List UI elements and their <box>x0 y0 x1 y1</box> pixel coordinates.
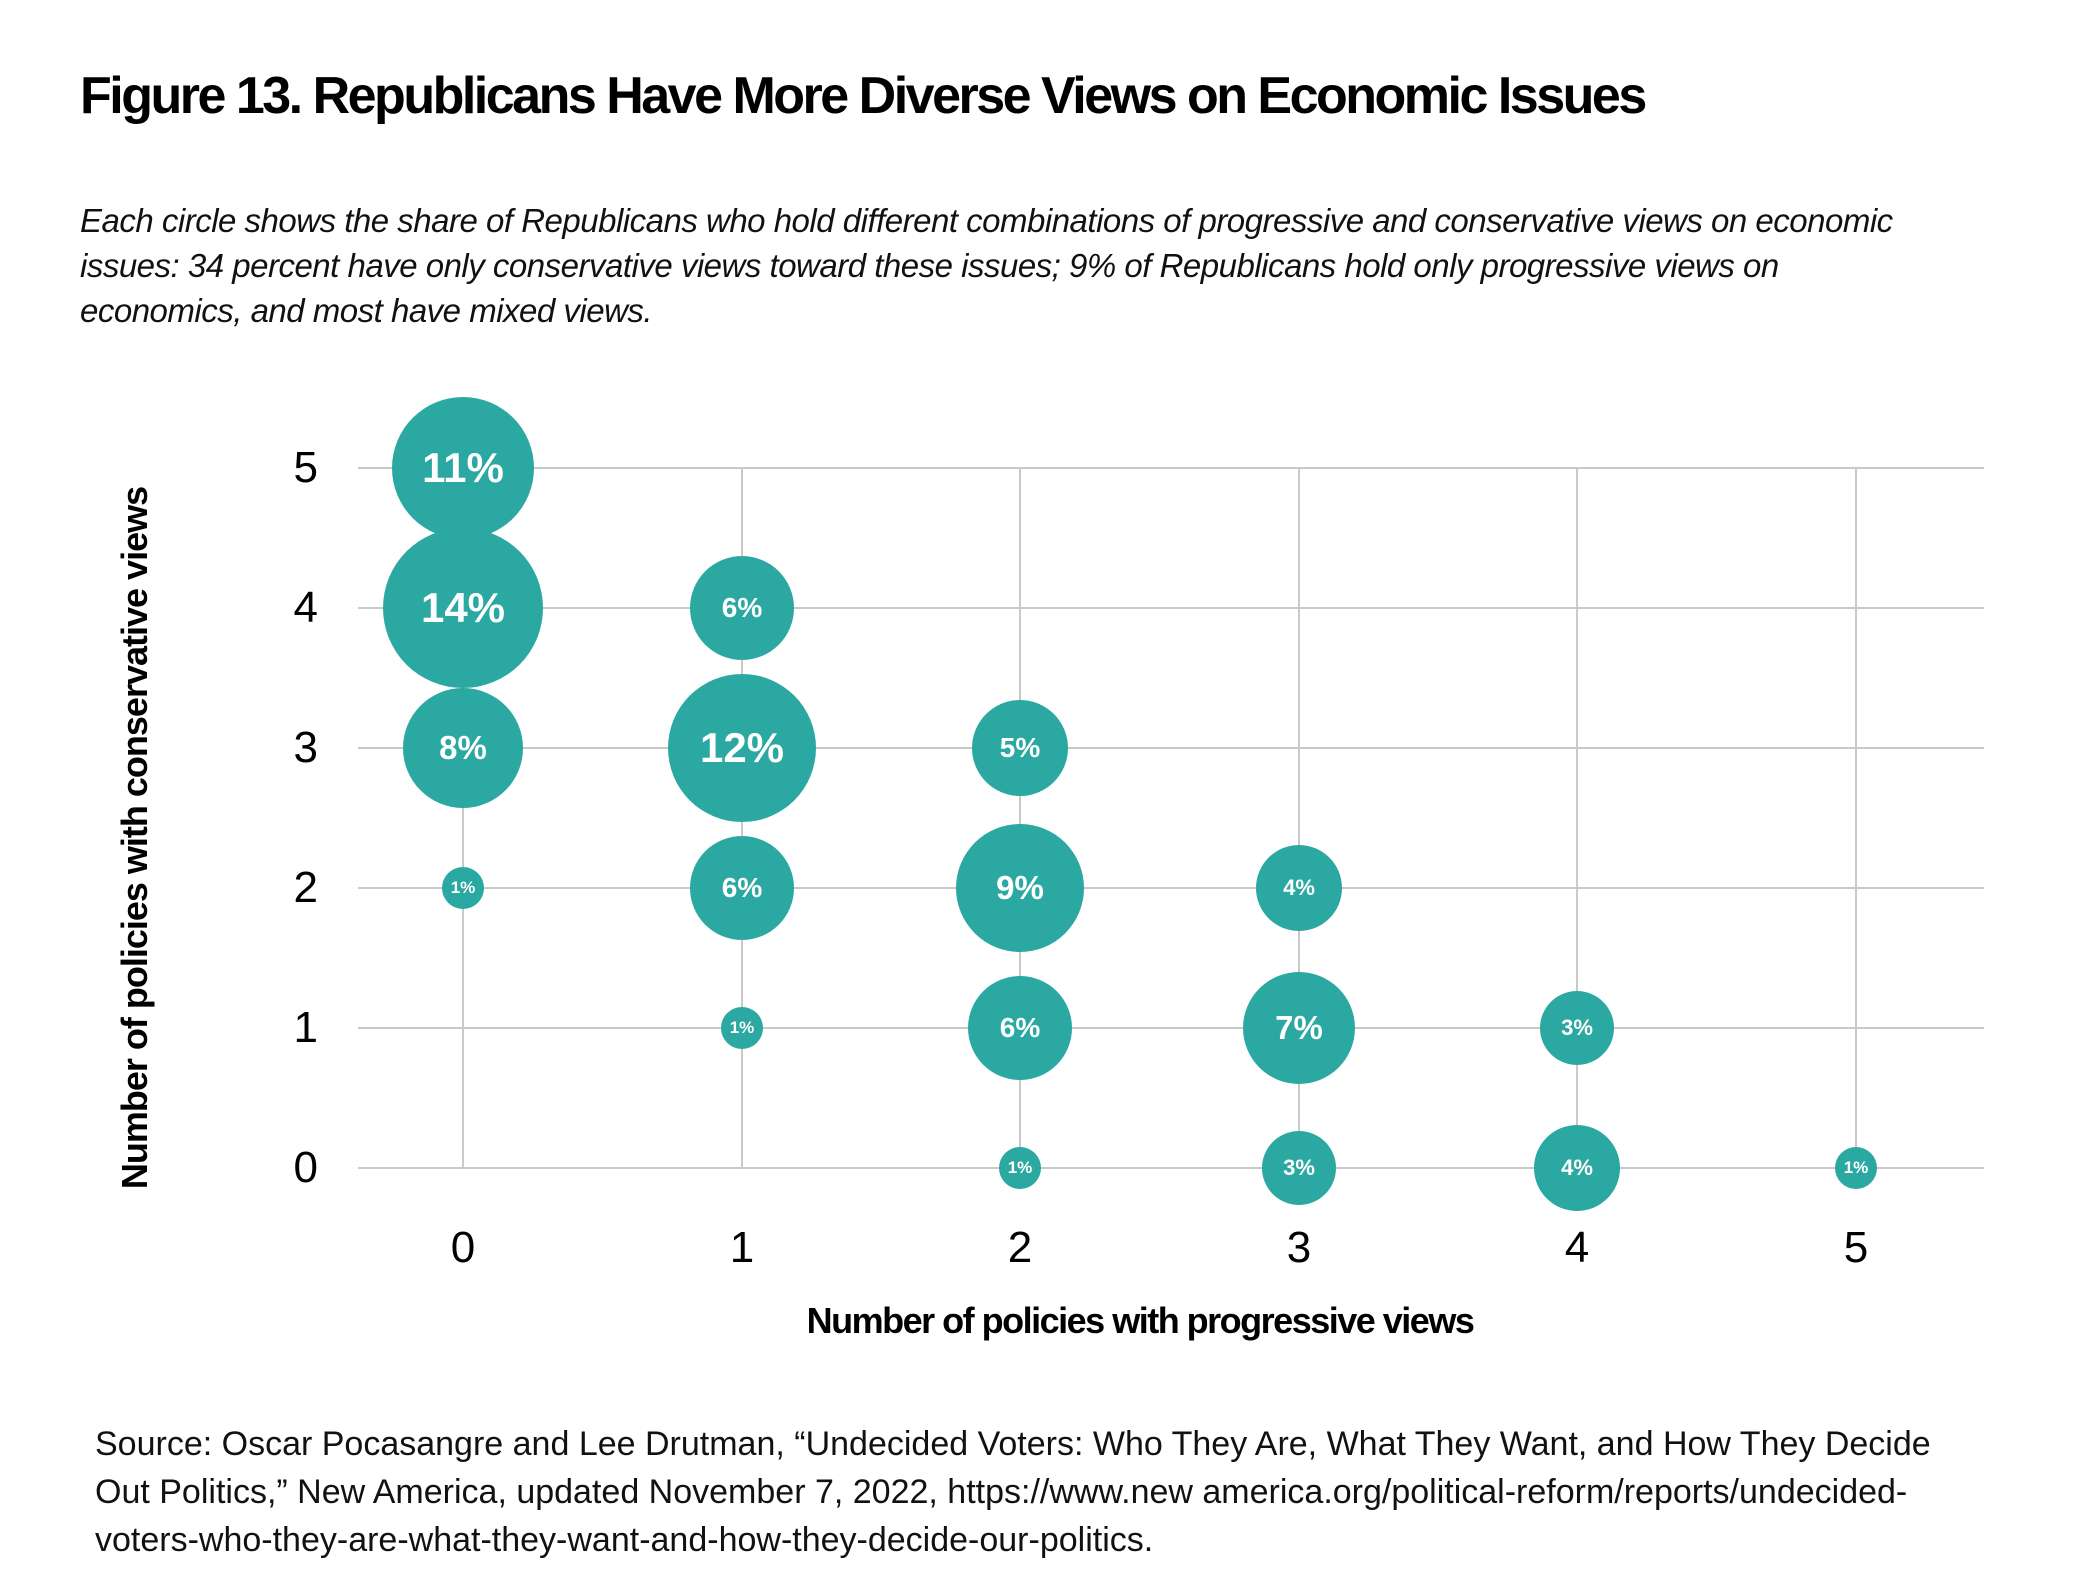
bubble-value-label: 3% <box>1283 1155 1315 1180</box>
gridline-horizontal <box>358 747 1984 749</box>
bubble-x0-y5 <box>392 397 534 539</box>
bubble-value-label: 3% <box>1561 1015 1593 1040</box>
bubble-x2-y1 <box>968 976 1072 1080</box>
bubble-x3-y0 <box>1262 1131 1336 1205</box>
bubble-value-label: 8% <box>439 729 487 766</box>
figure-subtitle-line: Each circle shows the share of Republicans who hold different combinations of progressive and conservative views on economic <box>80 202 1893 239</box>
x-axis-title: Number of policies with progressive views <box>806 1300 1474 1341</box>
bubble-x1-y4 <box>690 556 794 660</box>
figure-subtitle-line: economics, and most have mixed views. <box>80 292 653 329</box>
bubble-x0-y2 <box>442 867 484 909</box>
bubble-value-label: 5% <box>999 732 1041 763</box>
x-tick-label: 1 <box>729 1223 755 1272</box>
bubble-value-label: 1% <box>729 1018 755 1037</box>
source-note <box>95 1420 1931 1564</box>
gridline-horizontal <box>358 467 1984 469</box>
bubble-x1-y3 <box>668 674 816 822</box>
gridline-horizontal <box>358 887 1984 889</box>
x-tick-label: 3 <box>1286 1223 1312 1272</box>
bubble-value-label: 12% <box>699 724 785 771</box>
bubble-value-label: 14% <box>420 584 506 631</box>
x-tick-label: 5 <box>1843 1223 1869 1272</box>
y-tick-label: 5 <box>293 443 318 492</box>
bubble-value-label: 11% <box>422 444 504 491</box>
bubble-x1-y1 <box>721 1007 763 1049</box>
x-tick-label: 4 <box>1564 1223 1590 1272</box>
source-note-line: Out Politics,” New America, updated November 7, 2022, https://www.new america.org/political-reform/reports/undecided- <box>95 1473 1908 1511</box>
bubble-x3-y1 <box>1243 972 1355 1084</box>
bubble-x4-y0 <box>1534 1125 1620 1211</box>
bubble-value-label: 9% <box>996 869 1044 906</box>
bubble-value-label: 6% <box>999 1012 1041 1043</box>
bubble-value-label: 6% <box>721 872 763 903</box>
y-tick-label: 1 <box>293 1003 318 1052</box>
x-tick-label: 2 <box>1007 1223 1033 1272</box>
figure-subtitle-line: issues: 34 percent have only conservative views toward these issues; 9% of Republicans hold only progressive views on <box>80 247 1779 284</box>
gridline-horizontal <box>358 1027 1984 1029</box>
bubble-value-label: 1% <box>1843 1158 1869 1177</box>
bubble-x0-y3 <box>403 688 523 808</box>
source-note-line: voters-who-they-are-what-they-want-and-how-they-decide-our-politics. <box>95 1521 1154 1559</box>
bubble-value-label: 4% <box>1283 875 1315 900</box>
bubble-value-label: 6% <box>721 592 763 623</box>
gridline-horizontal <box>358 1167 1984 1169</box>
bubble-value-label: 1% <box>450 878 476 897</box>
y-tick-label: 4 <box>293 583 318 632</box>
bubble-x2-y3 <box>972 700 1068 796</box>
y-tick-label: 0 <box>293 1143 318 1192</box>
bubble-x5-y0 <box>1835 1147 1877 1189</box>
y-tick-label: 2 <box>293 863 318 912</box>
source-note-line: Source: Oscar Pocasangre and Lee Drutman, “Undecided Voters: Who They Are, What They Want, and How They Decide <box>95 1425 1931 1463</box>
gridline-horizontal <box>358 607 1984 609</box>
figure-title: Figure 13. Republicans Have More Diverse Views on Economic Issues <box>80 67 1645 125</box>
bubble-x0-y4 <box>383 528 543 688</box>
y-tick-label: 3 <box>293 723 318 772</box>
gridline-vertical <box>1855 468 1857 1169</box>
bubble-x2-y0 <box>999 1147 1041 1189</box>
y-axis-title: Number of policies with conservative views <box>114 486 155 1190</box>
bubble-x2-y2 <box>956 824 1084 952</box>
bubble-x1-y2 <box>690 836 794 940</box>
x-tick-label: 0 <box>450 1223 476 1272</box>
bubble-value-label: 7% <box>1275 1009 1323 1046</box>
bubble-value-label: 4% <box>1561 1155 1593 1180</box>
bubble-value-label: 1% <box>1007 1158 1033 1177</box>
bubble-x4-y1 <box>1540 991 1614 1065</box>
bubble-x3-y2 <box>1256 845 1342 931</box>
